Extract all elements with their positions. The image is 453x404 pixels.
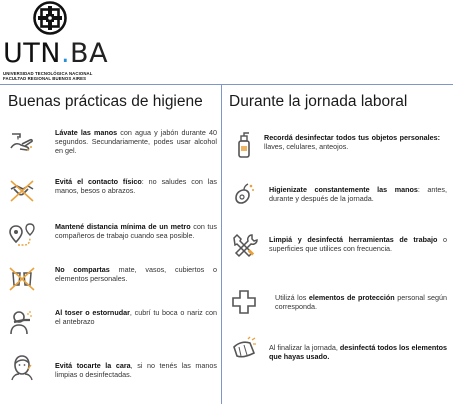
utn-ba-wordmark: UTN.BA <box>3 38 109 69</box>
item-text: Higienizate constantemente las manos: antes, durante y después de la jornada. <box>269 185 447 203</box>
list-item <box>8 353 218 387</box>
item-text: Al toser o estornudar, cubrí tu boca o nariz con el antebrazo <box>55 308 217 326</box>
no-touch-face-icon <box>8 353 36 387</box>
list-item <box>230 232 450 260</box>
medical-cross-icon <box>230 288 258 316</box>
logo-subtitle-faculty: FACULTAD REGIONAL BUENOS AIRES <box>3 76 87 81</box>
tools-icon <box>230 232 258 260</box>
list-item <box>8 222 218 250</box>
item-text: Utilizá los elementos de protección personal según corresponda. <box>275 293 447 311</box>
item-text: Evitá tocarte la cara, si no tenés las manos limpias o desinfectadas. <box>55 361 218 379</box>
list-item <box>230 131 450 159</box>
item-text: Evitá el contacto físico: no saludes con las manos, besos o abrazos. <box>55 177 218 195</box>
cleaning-cloth-icon <box>230 335 258 363</box>
item-text: Recordá desinfectar todos tus objetos personales: llaves, celulares, anteojos. <box>264 133 440 151</box>
item-text: Limpiá y desinfectá herramientas de trabajo o superficies que utilices con frecuencia. <box>269 235 447 253</box>
hand-sanitizer-icon <box>230 180 258 208</box>
logo-subtitle-university: UNIVERSIDAD TECNOLÓGICA NACIONAL <box>3 71 93 76</box>
column-divider <box>221 84 222 404</box>
item-text: Lávate las manos con agua y jabón durante 40 segundos. Secundariamente, podes usar alcohol en gel. <box>55 128 217 155</box>
list-item <box>230 180 450 208</box>
right-column-title: Durante la jornada laboral <box>229 93 408 110</box>
no-handshake-icon <box>8 177 36 205</box>
list-item <box>8 265 218 293</box>
list-item <box>8 308 218 336</box>
cough-elbow-icon <box>8 308 36 336</box>
list-item <box>230 288 450 316</box>
item-text: No compartas mate, vasos, cubiertos o elementos personales. <box>55 265 217 283</box>
list-item <box>8 177 218 205</box>
distance-icon <box>8 222 36 250</box>
list-item <box>230 335 450 363</box>
utn-ba-logo <box>0 0 110 84</box>
item-text: Al finalizar la jornada, desinfectá todos los elementos que hayas usado. <box>269 343 448 361</box>
no-share-cups-icon <box>8 265 36 293</box>
left-column-title: Buenas prácticas de higiene <box>8 93 203 110</box>
header-divider <box>0 84 453 85</box>
list-item <box>8 128 218 156</box>
utn-emblem-icon <box>33 1 67 40</box>
item-text: Mantené distancia mínima de un metro con tus compañeros de trabajo cuando sea posible. <box>55 222 218 240</box>
spray-bottle-icon <box>230 131 258 159</box>
handwash-icon <box>8 128 36 156</box>
